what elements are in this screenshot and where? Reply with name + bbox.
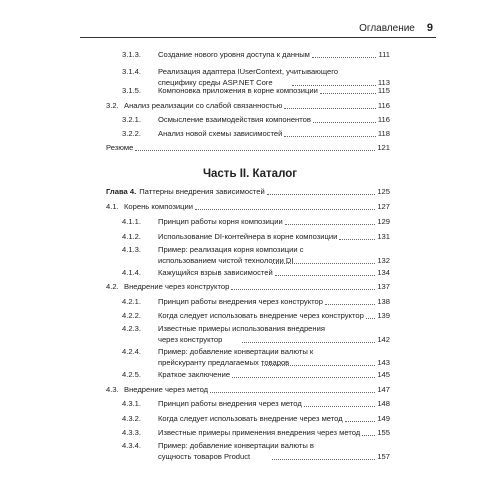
- toc-entry-title: Анализ новой схемы зависимостей: [158, 129, 283, 138]
- toc-entry-page: 125: [377, 187, 390, 196]
- toc-entry-title: Известные примеры использования внедрения через конструктор: [158, 324, 325, 344]
- toc-leader: [272, 458, 375, 460]
- toc-entry-page: 129: [377, 217, 390, 226]
- toc-entry-title: Принцип работы внедрения через конструктор: [158, 297, 323, 306]
- toc-entry-page: 138: [377, 297, 390, 306]
- header-page-number: 9: [426, 22, 433, 34]
- toc-entry[interactable]: [122, 244, 390, 266]
- toc-entry[interactable]: [122, 399, 390, 409]
- toc-entry[interactable]: [106, 143, 390, 153]
- toc-entry[interactable]: [106, 202, 390, 212]
- toc-entry[interactable]: [122, 232, 390, 242]
- header-title: Оглавление: [359, 23, 415, 34]
- toc-entry-page: 132: [377, 256, 390, 265]
- toc-entry-page: 115: [377, 86, 390, 95]
- toc-leader: [210, 391, 375, 393]
- toc-entry-number: 3.1.5.: [122, 86, 141, 95]
- toc-entry-number: 4.1.2.: [122, 232, 141, 241]
- toc-entry-number: 3.1.4.: [122, 67, 141, 76]
- toc-leader: [195, 208, 375, 210]
- toc-entry[interactable]: [122, 311, 390, 321]
- running-header: [359, 22, 433, 34]
- toc-entry-title: Осмысление взаимодействия компонентов: [158, 115, 311, 124]
- toc-entry-page: 149: [377, 414, 390, 423]
- toc-entry[interactable]: [106, 385, 390, 395]
- toc-leader: [366, 317, 375, 319]
- toc-entry[interactable]: [122, 428, 390, 438]
- toc-leader: [339, 238, 375, 240]
- toc-leader: [313, 121, 376, 123]
- toc-entry[interactable]: [122, 414, 390, 424]
- toc-entry-number: 4.2.5.: [122, 370, 141, 379]
- toc-entry-number: 4.1.1.: [122, 217, 141, 226]
- toc-leader: [320, 92, 376, 94]
- toc-entry[interactable]: [106, 101, 390, 111]
- toc-entry-title: Кажущийся взрыв зависимостей: [158, 268, 273, 277]
- toc-entry-title: Использование DI-контейнера в корне композиции: [158, 232, 338, 241]
- toc-entry-page: 137: [377, 282, 390, 291]
- toc-entry-number: 3.1.3.: [122, 50, 141, 59]
- toc-leader: [262, 364, 375, 366]
- toc-entry-number: Глава 4.: [106, 187, 137, 196]
- toc-leader: [284, 135, 376, 137]
- toc-entry-title: Анализ реализации со слабой связанностью: [124, 101, 283, 110]
- toc-entry-number: 4.1.4.: [122, 268, 141, 277]
- toc-entry-title: Пример: добавление конвертации валюты к прейскуранту предлагаемых товаров: [158, 347, 314, 367]
- toc-entry-number: 3.2.1.: [122, 115, 141, 124]
- toc-leader: [232, 376, 375, 378]
- toc-entry-title: Принцип работы внедрения через метод: [158, 399, 302, 408]
- toc-entry-number: 4.3.1.: [122, 399, 141, 408]
- toc-entry-title: Краткое заключение: [158, 370, 231, 379]
- toc-entry-number: 4.2.1.: [122, 297, 141, 306]
- toc-entry-number: 4.2.3.: [122, 324, 141, 333]
- toc-leader: [345, 420, 376, 422]
- toc-entry-number: 3.2.: [106, 101, 119, 110]
- toc-leader: [325, 303, 375, 305]
- toc-entry-title: Реализация адаптера IUserContext, учитывающего специфику среды ASP.NET Core: [158, 67, 339, 87]
- toc-entry-title: Пример: добавление конвертации валюты в сущность товаров Product: [158, 441, 314, 461]
- toc-leader: [312, 56, 377, 58]
- header-rule: [80, 37, 436, 38]
- toc-entry-number: 4.3.4.: [122, 441, 141, 450]
- toc-leader: [275, 274, 376, 276]
- toc-entry[interactable]: [122, 50, 390, 60]
- toc-entry-number: 4.3.3.: [122, 428, 141, 437]
- toc-entry-page: 118: [377, 129, 390, 138]
- toc-leader: [362, 434, 375, 436]
- toc-entry-title: Известные примеры применения внедрения через метод: [158, 428, 361, 437]
- toc-entry-title: Компоновка приложения в корне композиции: [158, 86, 318, 95]
- toc-entry-number: 4.1.3.: [122, 245, 141, 254]
- toc-entry-title: Внедрение через метод: [124, 385, 209, 394]
- toc-leader: [135, 149, 375, 151]
- toc-leader: [231, 288, 375, 290]
- toc-entry-page: 111: [378, 50, 390, 59]
- toc-entry-page: 155: [377, 428, 390, 437]
- toc-entry[interactable]: [122, 346, 390, 368]
- toc-entry-title: Создание нового уровня доступа к данным: [158, 50, 310, 59]
- toc-entry-page: 145: [377, 370, 390, 379]
- toc-entry-page: 142: [377, 335, 390, 344]
- toc-entry[interactable]: [122, 268, 390, 278]
- toc-leader: [267, 193, 376, 195]
- toc-entry[interactable]: [122, 129, 390, 139]
- toc-leader: [304, 405, 376, 407]
- toc-entry-title: Когда следует использовать внедрение через метод: [158, 414, 343, 423]
- toc-leader: [284, 107, 375, 109]
- toc-entry-page: 113: [377, 78, 390, 87]
- toc-entry-title: Принцип работы корня композиции: [158, 217, 283, 226]
- toc-entry-page: 121: [377, 143, 390, 152]
- toc-entry[interactable]: [122, 86, 390, 96]
- toc-entry-page: 116: [377, 101, 390, 110]
- toc-entry-page: 134: [377, 268, 390, 277]
- toc-entry-page: 143: [377, 358, 390, 367]
- toc-entry[interactable]: [122, 297, 390, 307]
- toc-entry-title: Внедрение через конструктор: [124, 282, 230, 291]
- toc-entry-title: Резюме: [106, 143, 134, 152]
- toc-entry-title: Когда следует использовать внедрение через конструктор: [158, 311, 364, 320]
- toc-entry-page: 116: [377, 115, 390, 124]
- toc-entry-title: Паттерны внедрения зависимостей: [139, 187, 265, 196]
- toc-entry[interactable]: [106, 282, 390, 292]
- toc-entry-title: Корень композиции: [124, 202, 194, 211]
- toc-leader: [285, 223, 376, 225]
- toc-entry[interactable]: [122, 115, 390, 125]
- toc-entry-number: 4.3.: [106, 385, 119, 394]
- toc-entry-page: 148: [377, 399, 390, 408]
- toc-entry-number: 3.2.2.: [122, 129, 141, 138]
- toc-entry-page: 131: [377, 232, 390, 241]
- toc-entry-page: 147: [377, 385, 390, 394]
- toc-chapter-entry[interactable]: [106, 187, 390, 197]
- toc-entry[interactable]: [122, 370, 390, 380]
- toc-entry-page: 139: [377, 311, 390, 320]
- toc-entry-number: 4.1.: [106, 202, 119, 211]
- toc-entry-title: Пример: реализация корня композиции с использованием чистой технологии DI: [158, 245, 304, 265]
- toc-entry-number: 4.3.2.: [122, 414, 141, 423]
- toc-entry[interactable]: [122, 323, 390, 345]
- toc-entry-page: 127: [377, 202, 390, 211]
- toc-entry-number: 4.2.2.: [122, 311, 141, 320]
- toc-entry[interactable]: [122, 217, 390, 227]
- toc-entry-number: 4.2.: [106, 282, 119, 291]
- toc-leader: [272, 262, 375, 264]
- toc-entry[interactable]: [122, 440, 390, 462]
- toc-leader: [242, 341, 375, 343]
- part-title: Часть II. Каталог: [202, 168, 298, 180]
- toc-entry[interactable]: [122, 66, 390, 88]
- toc-entry-number: 4.2.4.: [122, 347, 141, 356]
- toc-entry-page: 157: [377, 452, 390, 461]
